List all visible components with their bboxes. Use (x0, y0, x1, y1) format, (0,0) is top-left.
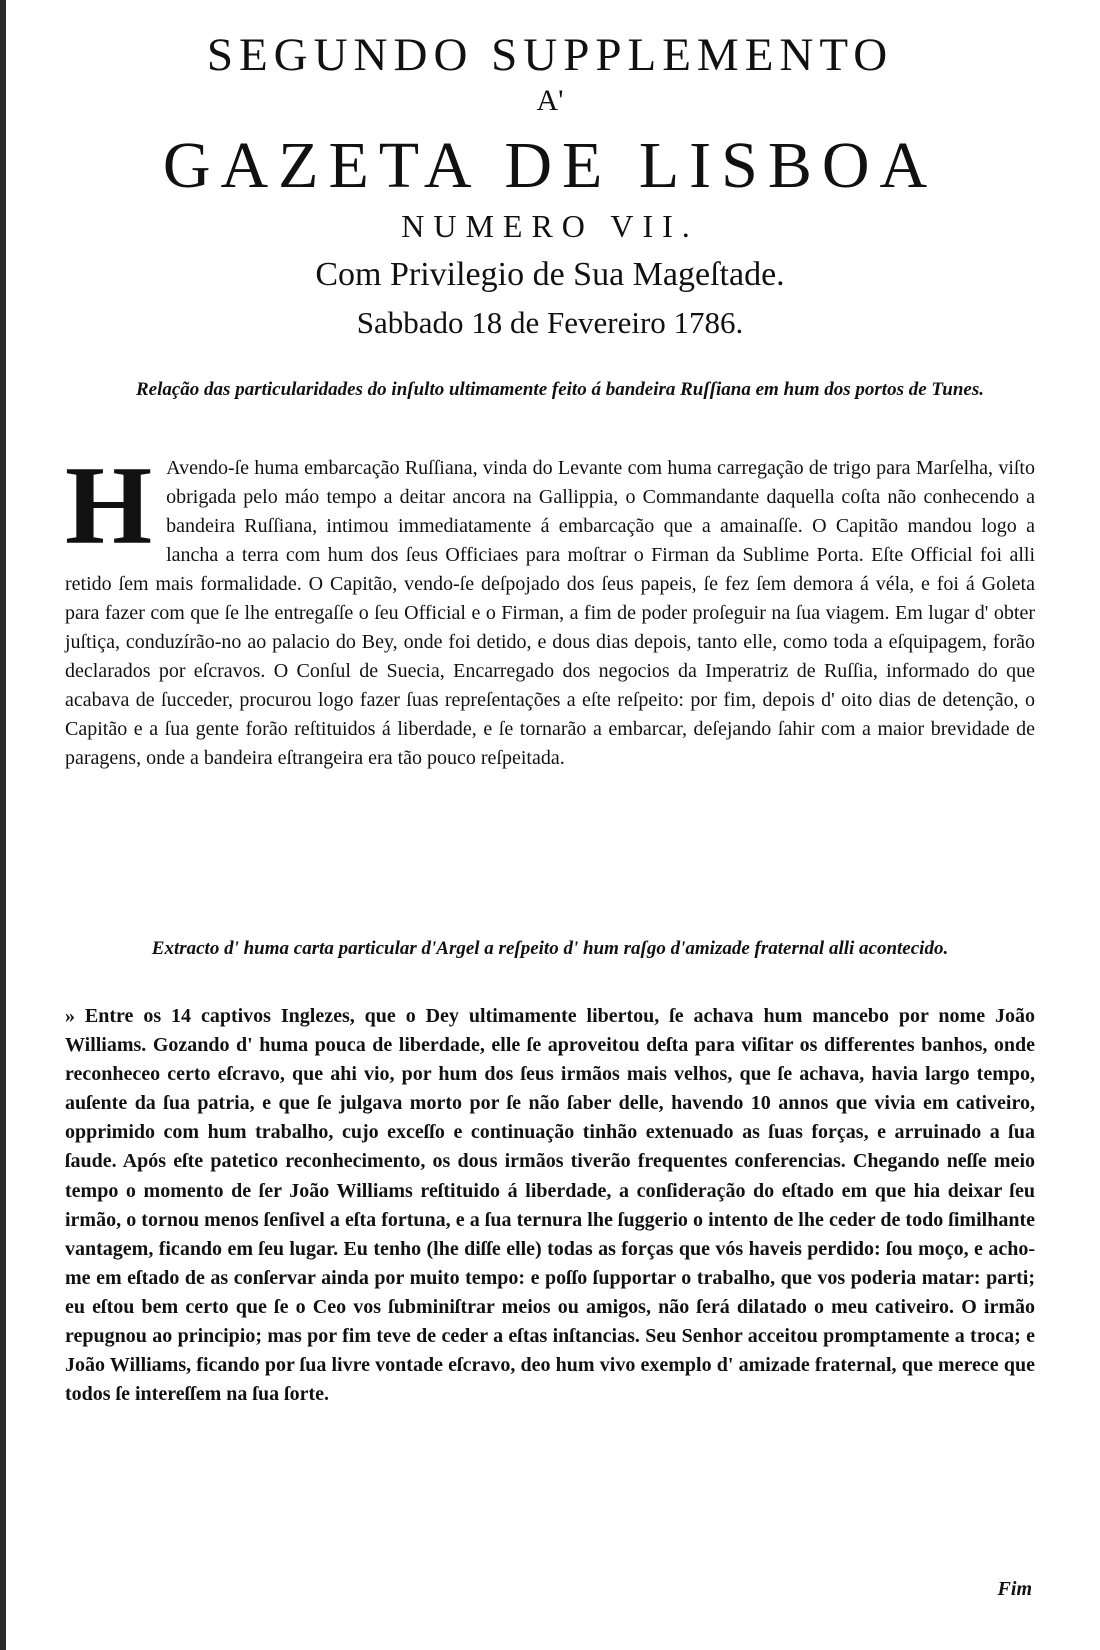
scan-edge (0, 0, 6, 1650)
drop-cap: H (65, 444, 153, 568)
gazette-title: GAZETA DE LISBOA (162, 129, 938, 202)
issue-date: Sabbado 18 de Fevereiro 1786. (356, 305, 744, 340)
article-text: Avendo-ſe huma embarcação Ruſſiana, vinda do Levante com huma carregação de trigo para Marſelha, viſto obrigada pelo máo tempo a deitar ancora na Gallippia, o Commandante daquella coſta não conhecendo a bandeira Ruſſiana, intimou immediatamente á embarcação que a amainaſſe. O Capitão mandou logo a lancha a terra com hum dos ſeus Officiaes para moſtrar o Firman da Sublime Porta. Eſte Official foi alli retido ſem mais formalidade. O Capitão, vendo-ſe deſpojado dos ſeus papeis, ſe fez ſem demora á véla, e foi á Goleta para fazer com que ſe lhe entregaſſe o ſeu Official e o Firman, a fim de poder proſeguir na ſua viagem. Em lugar d' obter juſtiça, conduzírão-no ao palacio do Bey, onde foi detido, e dous dias depois, tanto elle, como toda a eſquipagem, forão declarados por eſcravos. O Conſul de Suecia, Encarregado dos negocios da Imperatriz de Ruſſia, informado do que acabava de ſucceder, procurou logo fazer ſuas repreſentações a eſte reſpeito: por fim, depois d' oito dias de detenção, o Capitão e a ſua gente forão reſtituidos á liberdade, e ſe tornarão a embarcar, deſejando ſahir com a maior brevidade de paragens, onde a bandeira eſtrangeira era tão pouco reſpeitada. (65, 457, 1035, 769)
issue-number: NUMERO VII. (401, 208, 699, 244)
article-heading: Relação das particularidades do inſulto ultimamente feito á bandeira Ruſſiana em hum dos portos de Tunes. (135, 379, 985, 400)
article-body: » Entre os 14 captivos Inglezes, que o Dey ultimamente libertou, ſe achava hum mancebo por nome João Williams. Gozando d' huma pouca de liberdade, elle ſe aproveitou deſta para viſitar os differentes banhos, onde reconheceo certo eſcravo, que ahi vio, por hum dos ſeus irmãos mais velhos, que ſe achava, havia largo tempo, auſente da ſua patria, e que ſe julgava morto por ſe não ſaber delle, havendo 10 annos que vivia em cativeiro, opprimido com hum trabalho, cujo exceſſo e continuação tinhão extenuado as ſuas forças, e arruinado a ſua ſaude. Após eſte patetico reconhecimento, os dous irmãos tiverão frequentes conferencias. Chegando neſſe meio tempo o momento de ſer João Williams reſtituido á liberdade, a conſideração do eſtado em que hia deixar ſeu irmão, o tornou menos ſenſivel a eſta fortuna, e a ſua ternura lhe ſuggerio o intento de lhe ceder de todo ſimilhante vantagem, ficando em ſeu lugar. Eu tenho (lhe diſſe elle) todas as forças que vós haveis perdido: ſou moço, e acho-me em eſtado de as conſervar ainda por muito tempo: e poſſo ſupportar o trabalho, que vos poderia matar: parti; eu eſtou bem certo que ſe o Ceo vos ſubminiſtrar meios ou amigos, não ſerá dilatado o meu cativeiro. O irmão repugnou ao principio; mas por fim teve de ceder a eſtas inſtancias. Seu Senhor acceitou promptamente a troca; e João Williams, ficando por ſua livre vontade eſcravo, deo hum vivo exemplo d' amizade fraternal, que merece que todos ſe intereſſem na ſua ſorte. (65, 1005, 1035, 1406)
supplement-title: SEGUNDO SUPPLEMENTO (206, 29, 894, 81)
privilege-line: Com Privilegio de Sua Mageſtade. (315, 256, 785, 293)
article-heading: Extracto d' huma carta particular d'Argel a reſpeito d' hum raſgo d'amizade fraternal alli acontecido. (151, 938, 949, 959)
end-mark: Fim (997, 1578, 1032, 1600)
masthead-a: A' (536, 84, 564, 117)
article-body (65, 444, 1035, 773)
